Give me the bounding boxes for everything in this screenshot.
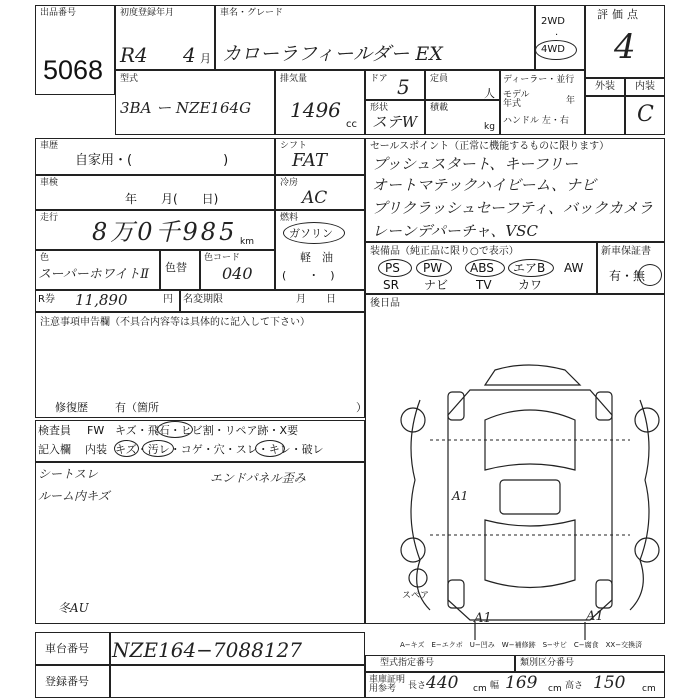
type-label: 型式 [120, 74, 139, 84]
reg-label: 登録番号 [45, 675, 89, 688]
equip-ps: PS [385, 261, 400, 275]
color-code-value: 040 [222, 264, 253, 283]
damage-a1-bottom-left: A1 [474, 611, 492, 626]
repair-value: 有（箇所 [115, 401, 159, 414]
lot-label: 出品番号 [40, 8, 77, 18]
model-year-unit: 年 [566, 96, 576, 106]
damage-legend: A−キズ E−エクボ U−凹み W−補修跡 S−サビ C−腐食 XX−交換済 [400, 641, 643, 649]
fuel-alt: 軽 油 [300, 251, 333, 264]
damage-a1-bottom-right: A1 [586, 609, 604, 624]
mileage-value: 8万0千985 [92, 218, 238, 246]
repair-label: 修復歴 [55, 401, 88, 414]
title-change-value: 月 日 [296, 294, 336, 305]
load-label: 積載 [430, 103, 449, 113]
load-unit: kg [484, 122, 495, 132]
lot-number: 5068 [43, 55, 104, 85]
first-reg-label: 初度登録年月 [120, 8, 175, 18]
drive-2wd: 2WD [541, 16, 565, 27]
equip-abs: ABS [470, 261, 494, 275]
height-label: 高さ [565, 681, 584, 691]
color-code-label: 色コード [204, 253, 241, 263]
equip-sr: SR [383, 278, 399, 292]
inspector-int-items: キズ・汚レ・コゲ・穴・スレ・キレ・破レ [115, 443, 324, 456]
model-value: カローラフィールダー EX [222, 43, 443, 65]
inspection-value: 年 月( 日) [125, 192, 219, 206]
color-label: 色 [40, 253, 50, 263]
displacement-unit: cc [346, 119, 357, 130]
fuel-value: ガソリン [289, 227, 333, 240]
fuel-label: 燃料 [280, 213, 299, 223]
history-value: 自家用・( ) [75, 153, 229, 168]
color-swap-label: 色替 [165, 261, 187, 274]
fuel-paren: ( ・ ) [282, 269, 335, 282]
sales-point-line: プリクラッシュセーフティ、バックカメラ [372, 199, 653, 217]
ac-label: 冷房 [280, 178, 299, 188]
chassis-value: NZE164−7088127 [112, 638, 302, 662]
doors-value: 5 [397, 75, 410, 99]
notes-label: 注意事項申告欄（不具合内容等は具体的に記入して下さい） [40, 317, 310, 328]
designation-label: 型式指定番号 [380, 658, 435, 668]
mileage-label: 走行 [40, 213, 59, 223]
equip-pw: PW [423, 261, 443, 275]
equip-navi: ナビ [424, 278, 449, 292]
doors-label: ドア [370, 74, 388, 84]
shift-value: FAT [292, 150, 327, 171]
history-label: 車歴 [40, 141, 59, 151]
handle-label: ハンドル 左・右 [503, 116, 569, 126]
score-value: 4 [614, 27, 636, 67]
chassis-label: 車台番号 [45, 642, 89, 655]
height-unit: cm [642, 684, 656, 694]
shift-label: シフト [280, 141, 308, 151]
shape-label: 形状 [370, 103, 389, 113]
displacement-value: 1496 [290, 98, 341, 122]
garage-ref-label: 車庫証明用参考 [369, 675, 406, 694]
inspector-note: ルーム内キズ [38, 489, 110, 503]
warranty-label: 新車保証書 [601, 246, 651, 257]
inspector-int-label: 内装 [85, 443, 107, 456]
width-label: 幅 [490, 681, 500, 691]
ac-value: AC [302, 188, 328, 208]
inspector-sign: 冬AU [58, 601, 89, 615]
category-label: 類別区分番号 [520, 658, 575, 668]
equip-leather: カワ [518, 278, 543, 292]
model-label: 車名・グレード [220, 8, 284, 18]
shape-value: ステW [372, 113, 418, 131]
displacement-label: 排気量 [280, 74, 308, 84]
sales-point-line: プッシュスタート、キーフリー [372, 155, 578, 173]
repair-close: ） [356, 401, 367, 414]
spare-label: スペア [402, 591, 430, 601]
ext-label: 外装 [595, 81, 615, 92]
sales-point-line: オートマテックハイビーム、ナビ [372, 176, 596, 194]
inspector-fw-label: FW [87, 424, 105, 437]
first-reg-month: 4 [183, 43, 196, 67]
color-value: スーパーホワイトⅡ [38, 267, 150, 282]
drive-4wd: 4WD [541, 44, 565, 55]
model-year-label: モデル年式 [503, 90, 530, 109]
equipment-label: 装備品（純正品に限り○で表示） [370, 246, 519, 257]
sales-point-line: レーンデパーチャ、VSC [372, 222, 538, 240]
inspector-label: 検査員 [38, 424, 71, 437]
drive-dot: · [555, 30, 559, 41]
rear-label: 後日品 [370, 298, 400, 309]
inspector-note: シートスレ [38, 467, 98, 481]
equip-aw: AW [564, 261, 584, 275]
inspector-notes-label: 記入欄 [38, 443, 71, 456]
width-unit: cm [548, 684, 562, 694]
damage-a1-left: A1 [452, 489, 469, 503]
equip-tv: TV [476, 278, 492, 292]
equip-airbag: エアB [513, 261, 546, 275]
type-value: 3BA ー NZE164G [120, 99, 252, 117]
first-reg-year: R4 [120, 43, 148, 67]
recycle-label: R券 [38, 294, 55, 305]
inspection-label: 車検 [40, 178, 59, 188]
dealer-label: ディーラー・並行 [503, 75, 575, 85]
score-label: 評価点 [597, 8, 642, 21]
reg-value-cell [110, 665, 365, 698]
width-value: 169 [505, 673, 538, 693]
mileage-unit: km [240, 237, 254, 247]
length-label: 長さ [408, 681, 427, 691]
length-value: 440 [426, 673, 459, 693]
inspector-fw-items: キズ・飛石・ヒビ割・リペア跡・X要 [115, 424, 299, 437]
sales-points-label: セールスポイント（正常に機能するものに限ります） [370, 141, 610, 152]
warranty-value: 有・無 [609, 269, 646, 283]
int-value: C [637, 102, 654, 127]
inspector-note: エンドパネル歪み [210, 471, 306, 485]
capacity-label: 定員 [430, 74, 449, 84]
length-unit: cm [473, 684, 487, 694]
recycle-unit: 円 [163, 294, 173, 305]
title-change-label: 名変期限 [183, 294, 223, 305]
recycle-value: 11,890 [75, 291, 128, 309]
height-value: 150 [593, 673, 626, 693]
int-label: 内装 [635, 81, 655, 92]
month-unit: 月 [200, 52, 211, 65]
capacity-unit: 人 [484, 87, 495, 100]
